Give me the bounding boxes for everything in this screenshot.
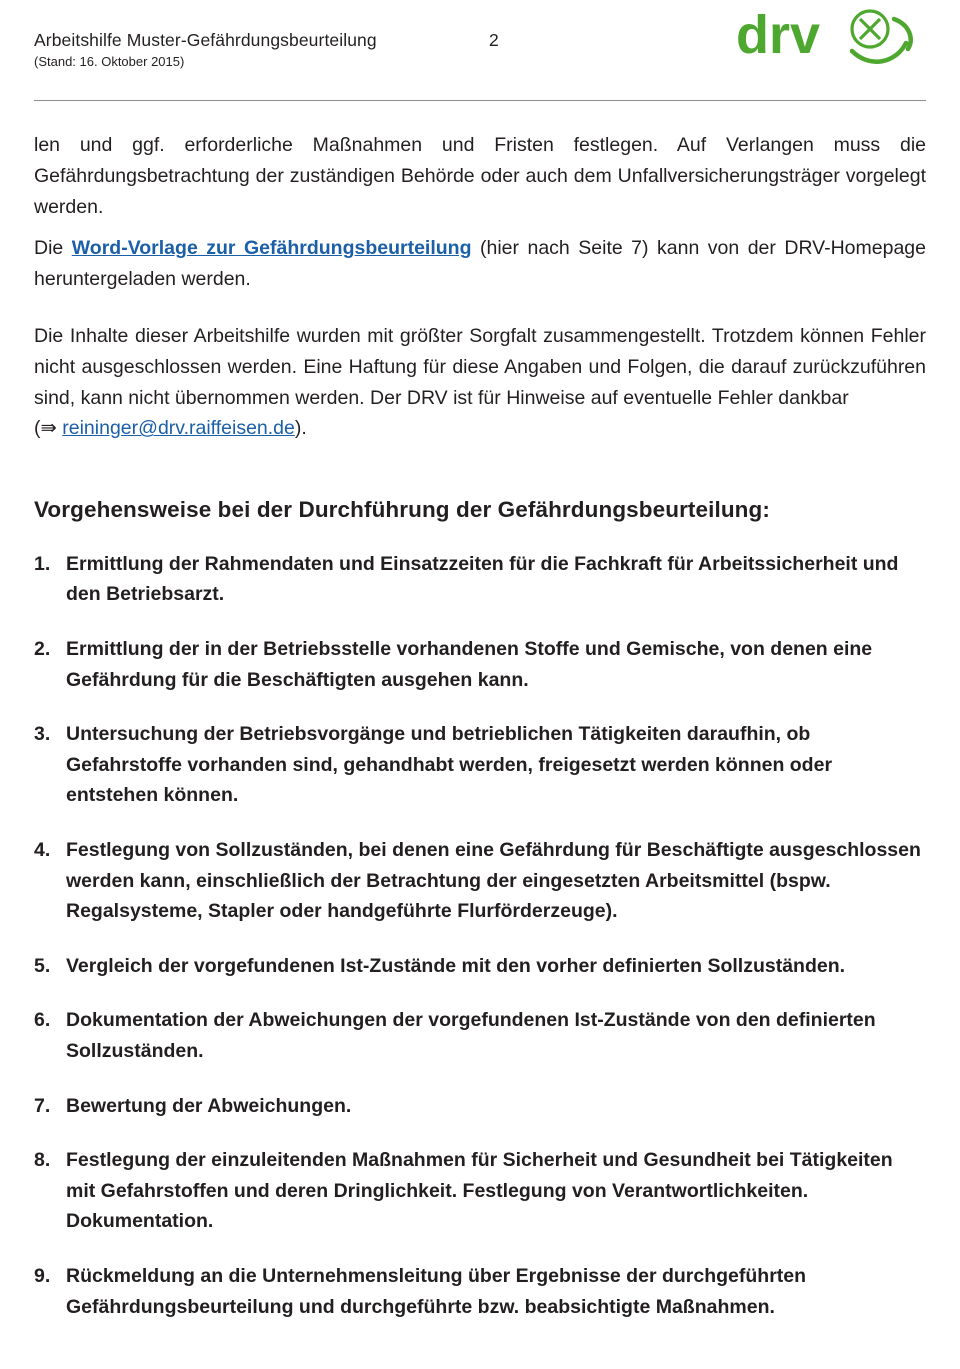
list-item xyxy=(34,1145,926,1237)
step-text: Dokumentation der Abweichungen der vorgefundenen Ist-Zustände von den definierten Sollzuständen. xyxy=(66,1009,876,1063)
step-text: Ermittlung der in der Betriebsstelle vorhandenen Stoffe und Gemische, von denen eine Gefährdung für die Beschäftigten ausgehen kann. xyxy=(66,637,873,691)
text-before-link: Die xyxy=(34,237,72,260)
step-number: 1. xyxy=(34,552,51,575)
step-text: Rückmeldung an die Unternehmensleitung über Ergebnisse der durchgeführten Gefährdungsbeurteilung und durchgeführte bzw. beabsichtigte Maßnahmen. xyxy=(66,1265,807,1318)
page-number: 2 xyxy=(489,30,499,50)
procedure-steps-list xyxy=(34,549,926,1323)
list-item xyxy=(34,1005,926,1066)
step-number: 5. xyxy=(34,954,51,977)
step-number: 6. xyxy=(34,1009,51,1032)
list-item xyxy=(34,719,926,811)
word-template-link[interactable]: Word-Vorlage zur Gefährdungsbeurteilung xyxy=(71,237,472,260)
spacer xyxy=(34,295,926,321)
paragraph-intro: len und ggf. erforderliche Maßnahmen und Fristen festlegen. Auf Verlangen muss die Gefährdungsbetrachtung der zuständigen Behörde oder auch dem Unfallversicherungsträger vorgelegt werden. xyxy=(34,134,926,218)
list-item xyxy=(34,1091,926,1122)
step-text: Bewertung der Abweichungen. xyxy=(66,1094,352,1117)
header-subtitle: (Stand: 16. Oktober 2015) xyxy=(34,53,185,69)
paragraph-disclaimer xyxy=(34,321,926,413)
step-number: 2. xyxy=(34,637,51,660)
closing-paren: ). xyxy=(294,417,307,440)
svg-text:drv: drv xyxy=(736,5,821,65)
step-text: Ermittlung der Rahmendaten und Einsatzzeiten für die Fachkraft für Arbeitssicherheit und den Betriebsarzt. xyxy=(66,552,899,606)
document-body xyxy=(34,100,926,1322)
text-after-link: (hier nach Seite 7) kann von der DRV-Homepage heruntergeladen werden. xyxy=(34,237,926,291)
paragraph-word-template xyxy=(34,233,926,295)
step-number: 3. xyxy=(34,723,51,746)
step-text: Untersuchung der Betriebsvorgänge und betrieblichen Tätigkeiten daraufhin, ob Gefahrstoffe vorhanden sind, gehandhabt werden, freigesetzt werden können oder entstehen können. xyxy=(66,723,833,807)
header-title: Arbeitshilfe Muster-Gefährdungsbeurteilung xyxy=(34,30,377,50)
contact-email-link[interactable]: reininger@drv.raiffeisen.de xyxy=(62,417,295,440)
arrow-glyph: (⇛ xyxy=(34,417,63,440)
disclaimer-text: Die Inhalte dieser Arbeitshilfe wurden mit größter Sorgfalt zusammengestellt. Trotzdem können Fehler nicht ausgeschlossen werden. Eine Haftung für diese Angaben und Folgen, die darauf zurückzuführen sind, kann nicht übernommen werden. Der DRV ist für Hinweise auf eventuelle Fehler dankbar xyxy=(34,324,926,409)
spacer xyxy=(34,444,926,492)
step-text: Vergleich der vorgefundenen Ist-Zustände mit den vorher definierten Sollzuständen. xyxy=(66,954,846,977)
drv-logo-icon xyxy=(734,3,924,75)
step-text: Festlegung von Sollzuständen, bei denen eine Gefährdung für Beschäftigte ausgeschlossen werden kann, einschließlich der Betrachtung der eingesetzten Arbeitsmittel (bspw. Regalsysteme, Stapler oder handgeführte Flurförderzeuge). xyxy=(66,838,921,923)
paragraph-contact xyxy=(34,413,926,444)
step-number: 4. xyxy=(34,838,51,861)
section-heading: Vorgehensweise bei der Durchführung der Gefährdungsbeurteilung: xyxy=(34,497,770,523)
step-number: 8. xyxy=(34,1149,51,1172)
list-item xyxy=(34,835,926,927)
step-number: 7. xyxy=(34,1094,51,1117)
list-item xyxy=(34,634,926,695)
step-number: 9. xyxy=(34,1265,51,1288)
list-item xyxy=(34,951,926,982)
spacer xyxy=(34,222,926,233)
header-text-block xyxy=(34,30,377,70)
header-divider xyxy=(34,100,926,101)
list-item xyxy=(34,549,926,610)
list-item xyxy=(34,1261,926,1322)
step-text: Festlegung der einzuleitenden Maßnahmen für Sicherheit und Gesundheit bei Tätigkeiten mit Gefahrstoffen und deren Dringlichkeit. Festlegung von Verantwortlichkeiten. Dokumentation. xyxy=(66,1149,893,1233)
page-header xyxy=(34,0,926,100)
